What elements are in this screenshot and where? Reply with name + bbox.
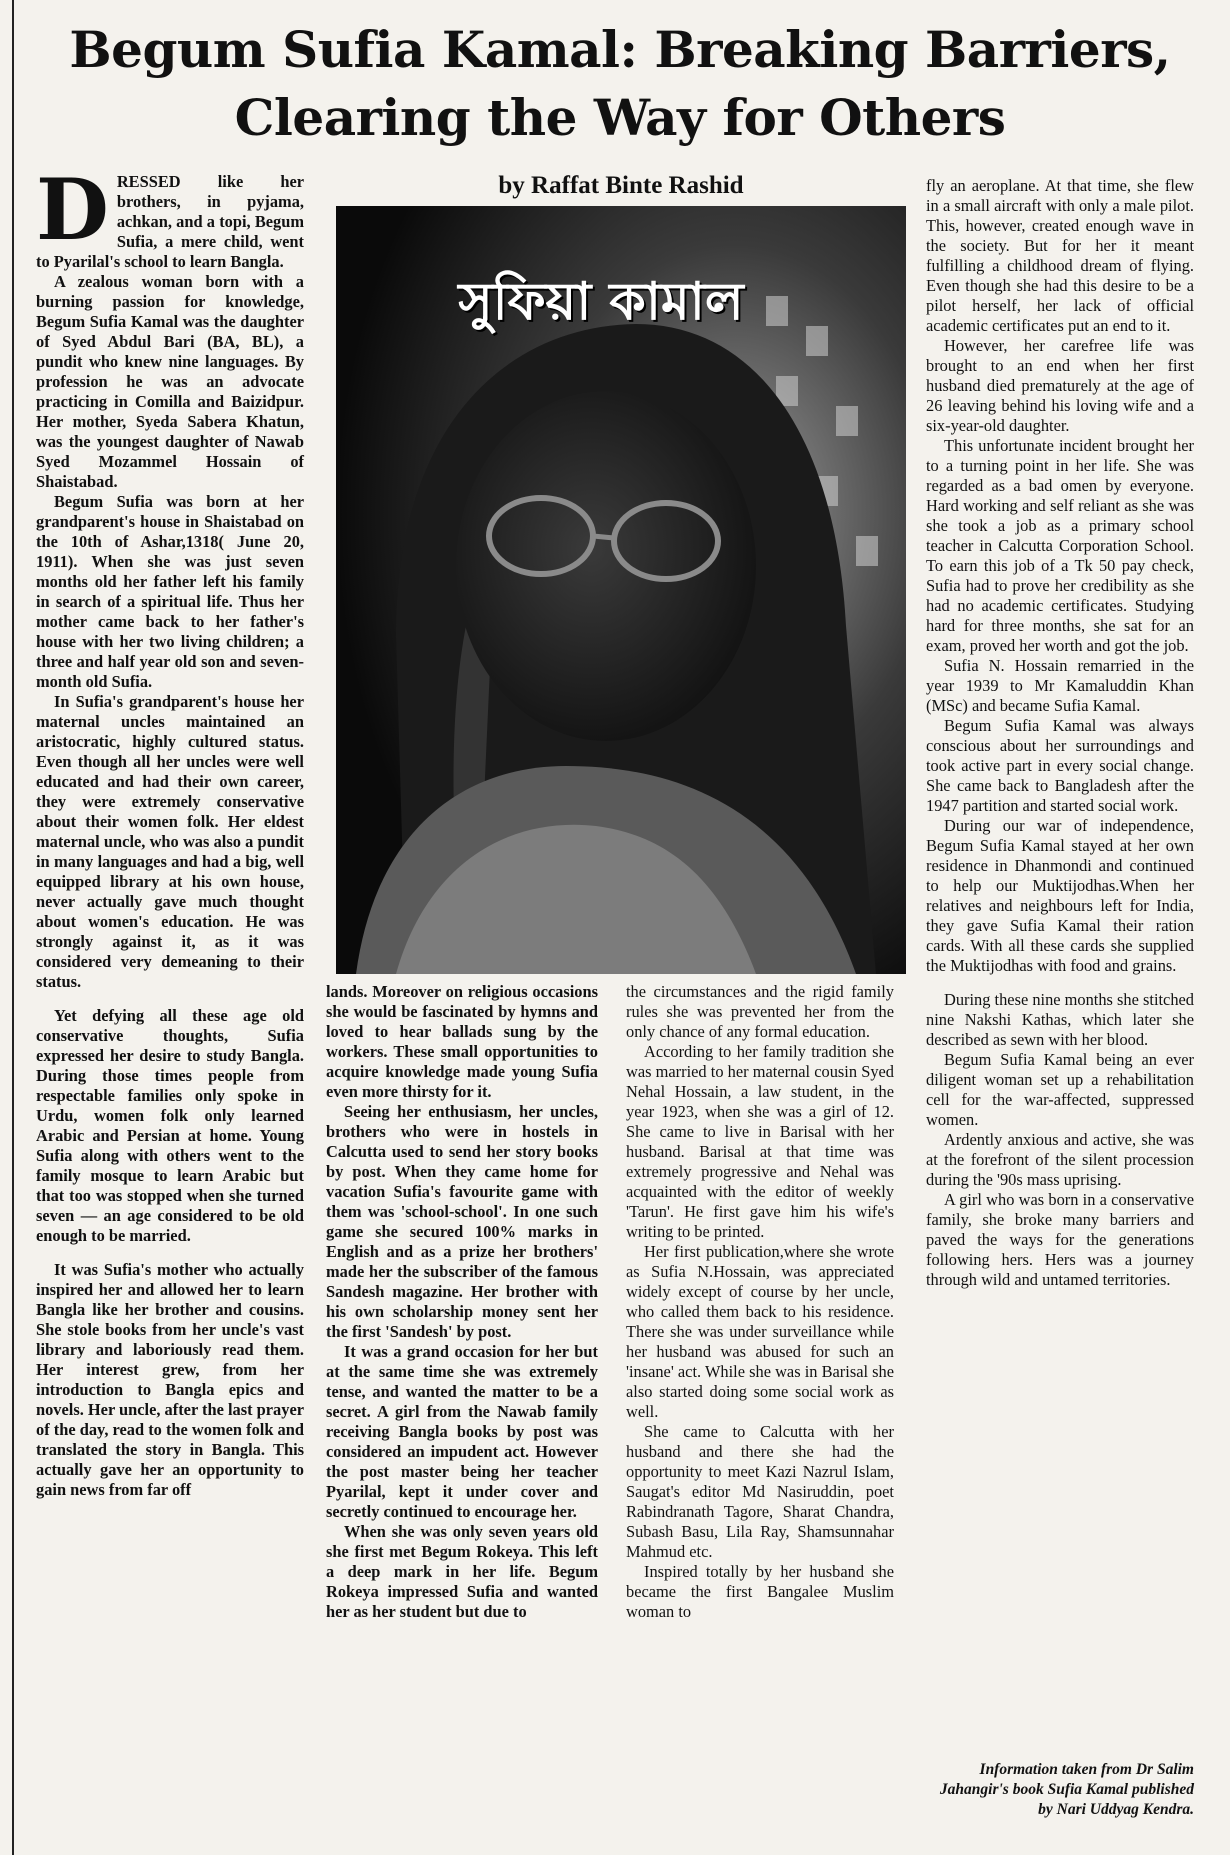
source-credit: Information taken from Dr Salim Jahangir's book Sufia Kamal published by Nari Uddyag Kendra. <box>939 1761 1194 1818</box>
paragraph: lands. Moreover on religious occasions she would be fascinated by hymns and loved to hear ballads sung by the workers. These small opportunities to acquire knowledge made young Sufia even more thirsty for it. <box>326 982 598 1101</box>
article-column-4 <box>926 176 1194 1290</box>
paragraph: It was Sufia's mother who actually inspired her and allowed her to learn Bangla like her brother and cousins. She stole books from her uncle's vast library and laboriously read them. Her interest grew, from her introduction to Bangla epics and novels. Her uncle, after the last prayer of the day, read to the women folk and translated the story in Bangla. This actually gave her an opportunity to gain news from far off <box>36 1260 304 1499</box>
paragraph: A girl who was born in a conservative family, she broke many barriers and paved the ways for the generations following hers. Hers was a journey through wild and untamed territories. <box>926 1190 1194 1289</box>
article-column-2 <box>326 982 598 1622</box>
paragraph: fly an aeroplane. At that time, she flew in a small aircraft with only a male pilot. This, however, created enough wave in the society. But for her it meant fulfilling a childhood dream of flying. Even though she had this desire to be a pilot herself, her lack of official academic certificates put an end to it. <box>926 176 1194 335</box>
portrait-photo <box>336 206 906 974</box>
paragraph: RESSED like her brothers, in pyjama, achkan, and a topi, Begum Sufia, a mere child, went to Pyarilal's school to learn Bangla. <box>36 172 304 271</box>
paragraph: Begum Sufia was born at her grandparent's house in Shaistabad on the 10th of Ashar,1318( June 20, 1911). When she was just seven months old her father left his family in search of a spiritual life. Thus her mother came back to her father's house with her two living children; a three and half year old son and seven-month old Sufia. <box>36 492 304 691</box>
headline-line-2: Clearing the Way for Others <box>234 88 1006 147</box>
paragraph: When she was only seven years old she first met Begum Rokeya. This left a deep mark in her life. Begum Rokeya impressed Sufia and wanted her as her student but due to <box>326 1522 598 1621</box>
paragraph: Begum Sufia Kamal was always conscious about her surroundings and took active part in every social change. She came back to Bangladesh after the 1947 partition and started social work. <box>926 716 1194 815</box>
article-column-1 <box>36 160 304 1500</box>
photo-bangla-caption: সুফিয়া কামাল <box>458 272 744 332</box>
paragraph: She came to Calcutta with her husband and there she had the opportunity to meet Kazi Nazrul Islam, Saugat's editor Md Nasiruddin, poet Rabindranath Tagore, Sharat Chandra, Subash Basu, Lila Ray, Shamsunnahar Mahmud etc. <box>626 1422 894 1561</box>
paragraph: However, her carefree life was brought to an end when her first husband died prematurely at the age of 26 leaving behind his loving wife and a six-year-old daughter. <box>926 336 1194 435</box>
paragraph: Begum Sufia Kamal being an ever diligent woman set up a rehabilitation cell for the war-affected, suppressed women. <box>926 1050 1194 1129</box>
article-column-3 <box>626 982 894 1622</box>
paragraph: A zealous woman born with a burning passion for knowledge, Begum Sufia Kamal was the daughter of Syed Abdul Bari (BA, BL), a pundit who knew nine languages. By profession he was an advocate practicing in Comilla and Baizidpur. Her mother, Syeda Sabera Khatun, was the youngest daughter of Nawab Syed Mozammel Hossain of Shaistabad. <box>36 272 304 491</box>
paragraph: Inspired totally by her husband she became the first Bangalee Muslim woman to <box>626 1562 894 1621</box>
paragraph: the circumstances and the rigid family rules she was prevented her from the only chance of any formal education. <box>626 982 894 1041</box>
headline-line-1: Begum Sufia Kamal: Breaking Barriers, <box>69 20 1171 79</box>
byline: by Raffat Binte Rashid <box>498 172 744 199</box>
paragraph: Sufia N. Hossain remarried in the year 1939 to Mr Kamaluddin Khan (MSc) and became Sufia Kamal. <box>926 656 1194 715</box>
paragraph: Yet defying all these age old conservative thoughts, Sufia expressed her desire to study Bangla. During those times people from respectable families only spoke in Urdu, women folk only learned Arabic and Persian at home. Young Sufia along with others went to the family mosque to learn Arabic but that too was stopped when she turned seven — an age considered to be old enough to be married. <box>36 1006 304 1245</box>
drop-cap: D <box>36 160 109 259</box>
paragraph: Ardently anxious and active, she was at the forefront of the silent procession during the '90s mass uprising. <box>926 1130 1194 1189</box>
paragraph: This unfortunate incident brought her to a turning point in her life. She was regarded as a bad omen by everyone. Hard working and self reliant as she was she took a job as a primary school teacher in Calcutta Corporation School. To earn this job of a Tk 50 pay check, Sufia had to prove her credibility as she had no academic certificates. Studying hard for three months, she sat for an exam, proved her worth and got the job. <box>926 436 1194 655</box>
paragraph: According to her family tradition she was married to her maternal cousin Syed Nehal Hossain, a law student, in the year 1923, when she was a girl of 12. She came to live in Barisal with her husband. Barisal at that time was extremely progressive and Nehal was acquainted with the editor of weekly 'Tarun'. He first gave him his wife's writing to be printed. <box>626 1042 894 1241</box>
paragraph: During our war of independence, Begum Sufia Kamal stayed at her own residence in Dhanmondi and continued to help our Muktijodhas.When her relatives and neighbours left for India, they gave Sufia Kamal their ration cards. With all these cards she supplied the Muktijodhas with food and grains. <box>926 816 1194 975</box>
paragraph: Seeing her enthusiasm, her uncles, brothers who were in hostels in Calcutta used to send her story books by post. When they came home for vacation Sufia's favourite game with them was 'school-school'. In one such game she secured 100% marks in English and as a prize her brothers' made her the subscriber of the famous Sandesh magazine. Her brother with his own scholarship money sent her the first 'Sandesh' by post. <box>326 1102 598 1341</box>
paragraph: It was a grand occasion for her but at the same time she was extremely tense, and wanted the matter to be a secret. A girl from the Nawab family receiving Bangla books by post was considered an impudent act. However the post master being her teacher Pyarilal, kept it under cover and secretly continued to encourage her. <box>326 1342 598 1521</box>
paragraph: Her first publication,where she wrote as Sufia N.Hossain, was appreciated widely except of course by her uncle, who called them back to his residence. There she was under surveillance while her husband was abused for such an 'insane' act. While she was in Barisal she also started doing some social work as well. <box>626 1242 894 1421</box>
paragraph: During these nine months she stitched nine Nakshi Kathas, which later she described as sewn with her blood. <box>926 990 1194 1049</box>
paragraph: In Sufia's grandparent's house her maternal uncles maintained an aristocratic, highly cultured status. Even though all her uncles were well educated and had their own career, they were extremely conservative about their women folk. Her eldest maternal uncle, who was also a pundit in many languages and had a big, well equipped library at his own house, never actually gave much thought about women's education. He was strongly against it, as it was considered very demeaning to their status. <box>36 692 304 991</box>
column-rule <box>12 0 14 1855</box>
